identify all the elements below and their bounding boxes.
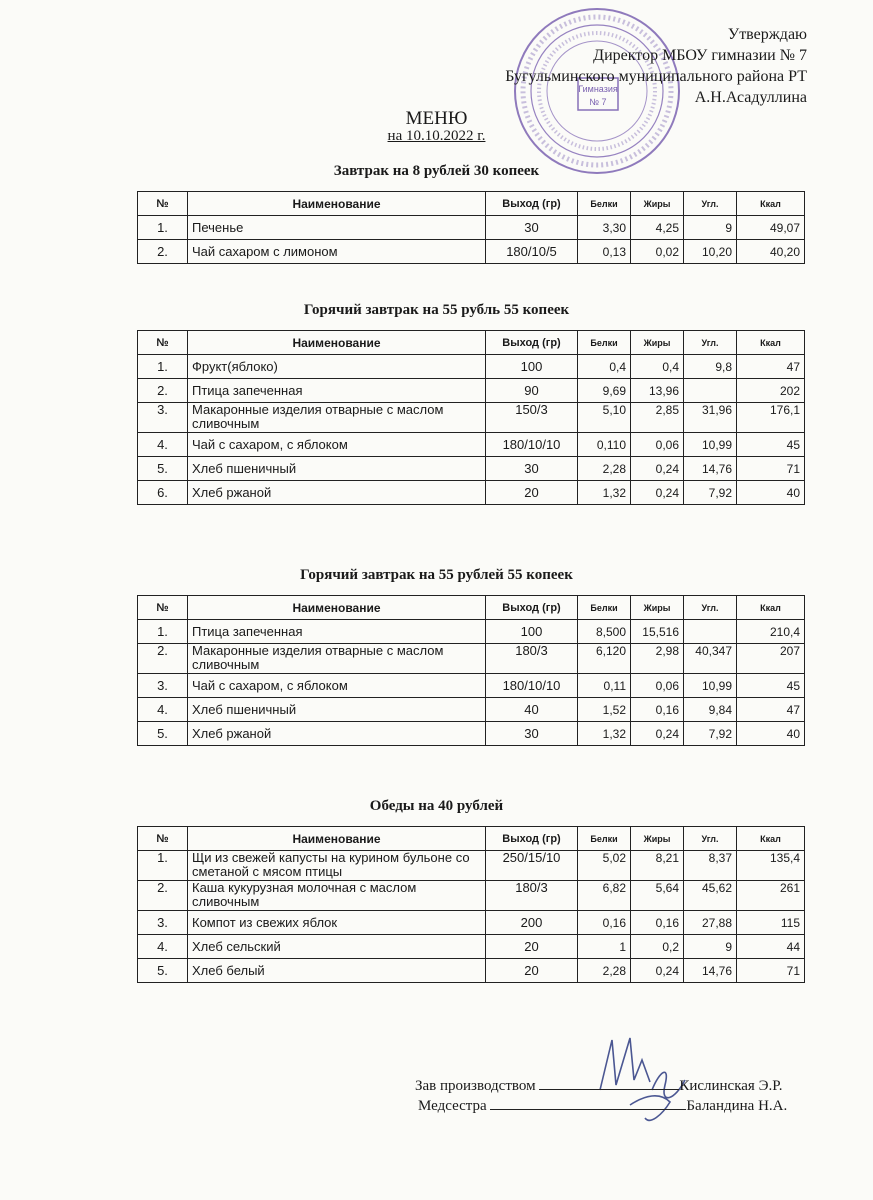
fat-value: 13,96 (631, 379, 684, 403)
table-row (138, 457, 805, 481)
yield-value: 100 (486, 620, 578, 644)
fat-value: 2,98 (631, 644, 684, 674)
yield-value: 150/3 (486, 403, 578, 433)
row-number: 5. (138, 457, 188, 481)
kcal-value: 261 (737, 881, 805, 911)
kcal-value: 45 (737, 433, 805, 457)
carbs-value: 14,76 (684, 959, 737, 983)
yield-value: 30 (486, 457, 578, 481)
menu-table (137, 191, 805, 264)
fat-value: 0,02 (631, 240, 684, 264)
protein-value: 5,02 (578, 851, 631, 881)
carbs-value: 40,347 (684, 644, 737, 674)
dish-name: Хлеб сельский (188, 935, 486, 959)
row-number: 2. (138, 240, 188, 264)
svg-text:№ 7: № 7 (589, 97, 607, 107)
col-protein-header: Белки (578, 331, 631, 355)
signature-row (418, 1095, 787, 1116)
fat-value: 15,516 (631, 620, 684, 644)
section-title: Горячий завтрак на 55 рублей 55 копеек (300, 567, 573, 583)
protein-value: 6,82 (578, 881, 631, 911)
carbs-value: 10,20 (684, 240, 737, 264)
section-title: Горячий завтрак на 55 рубль 55 копеек (303, 302, 570, 318)
carbs-value (684, 379, 737, 403)
table-row (138, 379, 805, 403)
col-yield-header: Выход (гр) (486, 331, 578, 355)
row-number: 1. (138, 355, 188, 379)
col-name-header: Наименование (188, 596, 486, 620)
row-number: 1. (138, 216, 188, 240)
yield-value: 250/15/10 (486, 851, 578, 881)
menu-table (137, 330, 805, 505)
row-number: 2. (138, 881, 188, 911)
yield-value: 180/10/10 (486, 433, 578, 457)
col-fat-header: Жиры (631, 596, 684, 620)
dish-name: Макаронные изделия отварные с маслом сливочным (188, 403, 486, 433)
col-yield-header: Выход (гр) (486, 827, 578, 851)
signature-role: Медсестра (418, 1098, 487, 1114)
carbs-value: 14,76 (684, 457, 737, 481)
yield-value: 30 (486, 216, 578, 240)
fat-value: 2,85 (631, 403, 684, 433)
section-title: Обеды на 40 рублей (369, 798, 504, 814)
table-row (138, 240, 805, 264)
table-header-row (138, 331, 805, 355)
dish-name: Чай с сахаром, с яблоком (188, 674, 486, 698)
yield-value: 30 (486, 722, 578, 746)
section-title: Завтрак на 8 рублей 30 копеек (333, 163, 540, 179)
row-number: 2. (138, 379, 188, 403)
table-row (138, 851, 805, 881)
dish-name: Хлеб белый (188, 959, 486, 983)
table-header-row (138, 192, 805, 216)
col-kcal-header: Ккал (737, 331, 805, 355)
kcal-value: 49,07 (737, 216, 805, 240)
protein-value: 8,500 (578, 620, 631, 644)
table-row (138, 403, 805, 433)
carbs-value (684, 620, 737, 644)
signature-line (490, 1095, 686, 1110)
col-carbs-header: Угл. (684, 596, 737, 620)
dish-name: Хлеб пшеничный (188, 457, 486, 481)
fat-value: 0,16 (631, 698, 684, 722)
menu-title: МЕНЮ (405, 108, 468, 129)
col-name-header: Наименование (188, 331, 486, 355)
kcal-value: 135,4 (737, 851, 805, 881)
kcal-value: 207 (737, 644, 805, 674)
carbs-value: 27,88 (684, 911, 737, 935)
protein-value: 1,32 (578, 481, 631, 505)
carbs-value: 9 (684, 216, 737, 240)
carbs-value: 7,92 (684, 481, 737, 505)
col-carbs-header: Угл. (684, 827, 737, 851)
row-number: 2. (138, 644, 188, 674)
fat-value: 8,21 (631, 851, 684, 881)
table-header-row (138, 596, 805, 620)
row-number: 6. (138, 481, 188, 505)
dish-name: Хлеб ржаной (188, 722, 486, 746)
approval-line-2: Директор МБОУ гимназии № 7 (593, 47, 807, 64)
row-number: 5. (138, 722, 188, 746)
dish-name: Фрукт(яблоко) (188, 355, 486, 379)
svg-text:Гимназия: Гимназия (578, 84, 618, 94)
signature-name: Баландина Н.А. (686, 1098, 788, 1114)
col-num-header: № (138, 596, 188, 620)
row-number: 4. (138, 698, 188, 722)
fat-value: 0,16 (631, 911, 684, 935)
protein-value: 3,30 (578, 216, 631, 240)
yield-value: 180/10/5 (486, 240, 578, 264)
col-carbs-header: Угл. (684, 192, 737, 216)
table-row (138, 881, 805, 911)
dish-name: Хлеб ржаной (188, 481, 486, 505)
kcal-value: 40 (737, 722, 805, 746)
dish-name: Хлеб пшеничный (188, 698, 486, 722)
col-yield-header: Выход (гр) (486, 596, 578, 620)
yield-value: 180/3 (486, 644, 578, 674)
protein-value: 2,28 (578, 959, 631, 983)
table-row (138, 620, 805, 644)
dish-name: Компот из свежих яблок (188, 911, 486, 935)
dish-name: Печенье (188, 216, 486, 240)
fat-value: 0,4 (631, 355, 684, 379)
col-fat-header: Жиры (631, 192, 684, 216)
carbs-value: 9,84 (684, 698, 737, 722)
table-row (138, 216, 805, 240)
menu-date: на 10.10.2022 г. (387, 128, 486, 144)
carbs-value: 31,96 (684, 403, 737, 433)
table-row (138, 481, 805, 505)
kcal-value: 71 (737, 457, 805, 481)
fat-value: 0,24 (631, 481, 684, 505)
protein-value: 0,16 (578, 911, 631, 935)
kcal-value: 45 (737, 674, 805, 698)
kcal-value: 40,20 (737, 240, 805, 264)
col-kcal-header: Ккал (737, 192, 805, 216)
signature-role: Зав производством (415, 1078, 536, 1094)
col-name-header: Наименование (188, 192, 486, 216)
carbs-value: 8,37 (684, 851, 737, 881)
row-number: 3. (138, 911, 188, 935)
yield-value: 90 (486, 379, 578, 403)
carbs-value: 9,8 (684, 355, 737, 379)
kcal-value: 47 (737, 698, 805, 722)
table-header-row (138, 827, 805, 851)
col-num-header: № (138, 192, 188, 216)
table-row (138, 644, 805, 674)
table-row (138, 674, 805, 698)
approval-block (505, 24, 807, 108)
signature-line (539, 1075, 679, 1090)
dish-name: Чай сахаром с лимоном (188, 240, 486, 264)
protein-value: 0,13 (578, 240, 631, 264)
col-fat-header: Жиры (631, 827, 684, 851)
row-number: 3. (138, 403, 188, 433)
protein-value: 1 (578, 935, 631, 959)
table-row (138, 722, 805, 746)
protein-value: 2,28 (578, 457, 631, 481)
yield-value: 20 (486, 935, 578, 959)
protein-value: 6,120 (578, 644, 631, 674)
dish-name: Птица запеченная (188, 379, 486, 403)
protein-value: 0,4 (578, 355, 631, 379)
row-number: 1. (138, 620, 188, 644)
table-row (138, 433, 805, 457)
fat-value: 0,06 (631, 433, 684, 457)
dish-name: Щи из свежей капусты на курином бульоне со сметаной с мясом птицы (188, 851, 486, 881)
protein-value: 1,32 (578, 722, 631, 746)
table-row (138, 935, 805, 959)
col-num-header: № (138, 827, 188, 851)
yield-value: 180/10/10 (486, 674, 578, 698)
col-carbs-header: Угл. (684, 331, 737, 355)
kcal-value: 71 (737, 959, 805, 983)
col-protein-header: Белки (578, 827, 631, 851)
protein-value: 5,10 (578, 403, 631, 433)
carbs-value: 10,99 (684, 433, 737, 457)
yield-value: 40 (486, 698, 578, 722)
col-fat-header: Жиры (631, 331, 684, 355)
carbs-value: 45,62 (684, 881, 737, 911)
yield-value: 200 (486, 911, 578, 935)
row-number: 3. (138, 674, 188, 698)
dish-name: Птица запеченная (188, 620, 486, 644)
approval-line-3: Бугульминского муниципального района РТ (505, 68, 807, 85)
fat-value: 0,2 (631, 935, 684, 959)
kcal-value: 40 (737, 481, 805, 505)
kcal-value: 44 (737, 935, 805, 959)
fat-value: 0,24 (631, 959, 684, 983)
col-kcal-header: Ккал (737, 827, 805, 851)
menu-table (137, 595, 805, 746)
kcal-value: 115 (737, 911, 805, 935)
kcal-value: 47 (737, 355, 805, 379)
table-row (138, 911, 805, 935)
col-protein-header: Белки (578, 596, 631, 620)
carbs-value: 9 (684, 935, 737, 959)
col-yield-header: Выход (гр) (486, 192, 578, 216)
menu-table (137, 826, 805, 983)
row-number: 4. (138, 433, 188, 457)
yield-value: 20 (486, 481, 578, 505)
yield-value: 180/3 (486, 881, 578, 911)
col-name-header: Наименование (188, 827, 486, 851)
yield-value: 20 (486, 959, 578, 983)
fat-value: 0,06 (631, 674, 684, 698)
protein-value: 0,110 (578, 433, 631, 457)
col-protein-header: Белки (578, 192, 631, 216)
signature-row (415, 1075, 782, 1096)
protein-value: 0,11 (578, 674, 631, 698)
yield-value: 100 (486, 355, 578, 379)
signature-name: Кислинская Э.Р. (679, 1078, 783, 1094)
fat-value: 0,24 (631, 722, 684, 746)
row-number: 5. (138, 959, 188, 983)
kcal-value: 176,1 (737, 403, 805, 433)
protein-value: 9,69 (578, 379, 631, 403)
col-kcal-header: Ккал (737, 596, 805, 620)
table-row (138, 698, 805, 722)
carbs-value: 10,99 (684, 674, 737, 698)
table-row (138, 355, 805, 379)
dish-name: Чай с сахаром, с яблоком (188, 433, 486, 457)
approval-line-4: А.Н.Асадуллина (694, 89, 807, 106)
dish-name: Каша кукурузная молочная с маслом сливочным (188, 881, 486, 911)
kcal-value: 210,4 (737, 620, 805, 644)
row-number: 1. (138, 851, 188, 881)
fat-value: 5,64 (631, 881, 684, 911)
table-row (138, 959, 805, 983)
col-num-header: № (138, 331, 188, 355)
kcal-value: 202 (737, 379, 805, 403)
carbs-value: 7,92 (684, 722, 737, 746)
row-number: 4. (138, 935, 188, 959)
approval-line-1: Утверждаю (727, 26, 807, 43)
protein-value: 1,52 (578, 698, 631, 722)
fat-value: 4,25 (631, 216, 684, 240)
dish-name: Макаронные изделия отварные с маслом сливочным (188, 644, 486, 674)
fat-value: 0,24 (631, 457, 684, 481)
